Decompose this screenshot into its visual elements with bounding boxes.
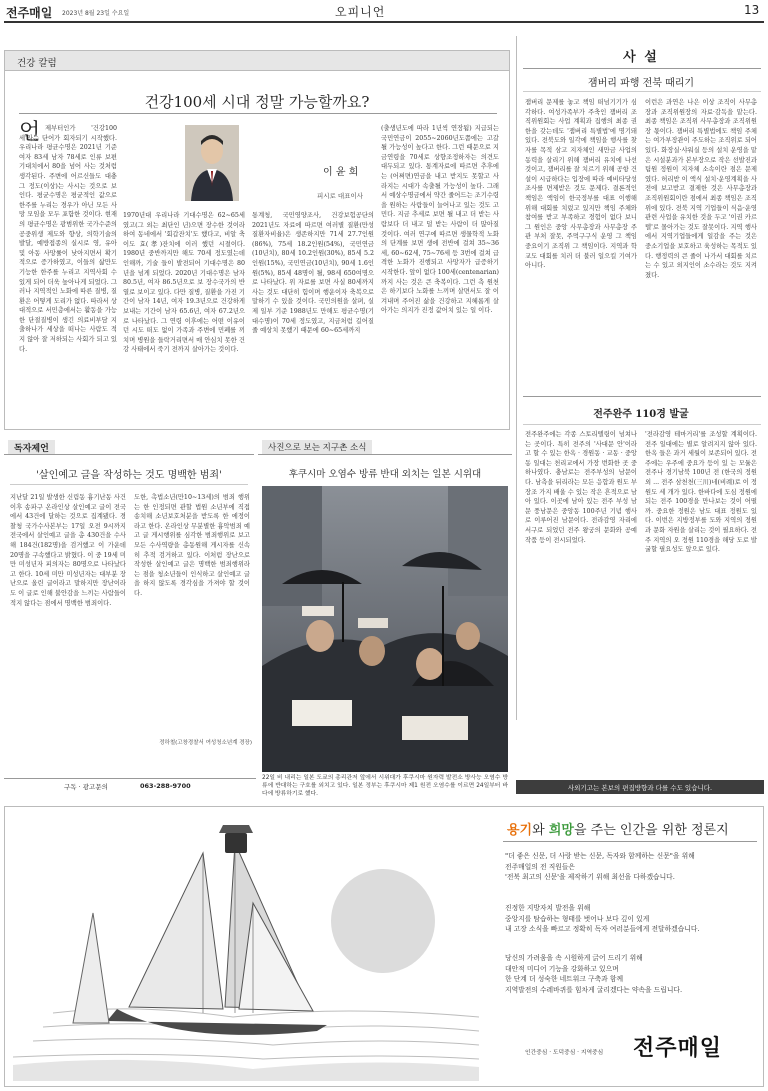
- health-col2: 1970년대 우리나라 기대수명은 62~65세였고(그 외는 최단인 년)으면 장수한 것이라 하여 동네에서 '회갑잔치'도 했다고, 비알 축이도 효(孝)잔치에 이러 했던 시절이다. 1980년 중반까지만 해도 70세 정도였는데 인해까, 기술 들이 발전되어 기대수명은 80년을 넘게 되었다. 2020년 기대수명은 남자 80.5년, 여자 86.5년으로 보 장수국가의 반열로 보이고 있다. 다만 질병, 질환을 가진 기간이 남자 14년, 여자 19.3년으로 건강하게 보내는 기간이 남자 65.6년, 여자 67.2년으로 나타났다. 그 연령 이후에는 어떤 이유이던 시도 떠도 없이 가족과 주변에 민폐를 끼치며 병원을 들락거리면서 매 안심치 못한 건강 사태에서 죽기 전까지 살아가는 것이다.: [123, 212, 245, 354]
- reader-opinion-title: '살인예고 글을 작성하는 것도 명백한 범죄': [36, 470, 222, 481]
- health-column-label-box: [5, 51, 509, 71]
- editorial-title-2: 전주완주 110경 발굴: [593, 409, 689, 420]
- dropcap: 언: [19, 120, 41, 145]
- ad-para2-line3: 내 고장 소식을 빠르고 정확히 독자 여러분들에게 전달하겠습니다.: [505, 925, 700, 933]
- photo-caption: 22일 비 내리는 일본 도쿄의 총리관저 앞에서 시위대가 후쿠시마 원자력 발전소 방사능 오염수 방류에 반대하는 구호를 외치고 있다. 일본 정부는 후쿠시마 제1 원전 오염수를 이르면 24일부터 바다에 방류하기로 했다.: [262, 775, 508, 798]
- photo-label-rule: [258, 454, 512, 455]
- photo-news-label: 사진으로 보는 지구촌 소식: [262, 440, 372, 454]
- ad-para-3: [505, 953, 682, 995]
- issue-date: 2023년 8월 23일 수요일: [62, 10, 130, 17]
- editorial-label-rule: [523, 68, 761, 69]
- ad-para2-line1: 진정한 지방자치 발전을 위해: [505, 904, 591, 912]
- ad-footer-brand: 전주매일: [633, 1036, 723, 1061]
- photo-news: [258, 436, 512, 800]
- disclaimer-box: [516, 780, 764, 794]
- ad-para3-line4: 지역발전의 수레바퀴를 힘차게 굴리겠다는 약속을 드립니다.: [505, 985, 683, 994]
- editorial-col4: '전라감영 테마거리'를 조성할 계획이다. 전주 일대에는 별로 알려지지 않아 있다. 한옥 들은 과거 세월이 보존되어 있다. 전주에는 우주에 중요가 등이 있 는 모듈은 전주나 경기남북 100년 전 (한국의 정원 외 ... 전주 삼천천(三川)네(비례)로 이 정원도 세 개가 있다. 한바다에 도심 정원에 되는 전주 100경을 만나보는 것이 어떨까. 중요한 정원은 남도 대표 정원도 있다. 이번은 지방정부를 도와 지역의 정원과 문화 자원을 살리는 것이 필요하다. 전주 지역의 오 정원 110경을 해당 도로 발굴할 필요성도 앞으로 있다.: [645, 431, 757, 554]
- health-column: [4, 50, 510, 430]
- reader-byline: 정하철(고창경찰서 여성청소년계 경장): [159, 740, 252, 746]
- ad-para-1: [505, 851, 695, 883]
- page-number: 13: [744, 3, 760, 17]
- ad-headline-courage: 용기: [507, 823, 533, 838]
- ad-headline: [507, 819, 729, 838]
- ad-para2-line2: 중앙지를 탐습하는 형태를 벗어나 보다 깊이 있게: [505, 914, 650, 923]
- section-name: 오피니언: [335, 5, 386, 19]
- editorial-label: 사 설: [623, 50, 659, 65]
- author-photo: [185, 125, 239, 201]
- masthead-small: 전주매일: [6, 6, 53, 20]
- author-portrait-icon: [185, 125, 239, 201]
- reader-opinion-label: 독자제언: [8, 440, 55, 455]
- editorial-separator: [523, 396, 761, 397]
- ad-box: [4, 806, 764, 1087]
- ad-illustration: [13, 813, 479, 1081]
- sailing-ship-sun-icon: [13, 813, 479, 1081]
- ad-headline-rule: [503, 841, 757, 842]
- subscription-bar: [4, 778, 256, 792]
- reader-col2: 도한, 촉법소년(만10~13세)의 범죄 행위는 한 인정되면 관할 법원 소년부에 직접 송치해 소년보호처분을 받도록 한 에정이라고 한다. 온라인상 무분별한 흉악범죄 예고 글 게시행위를 심각한 범죄행위로 보고 모든 수사역량을 총동원해 게시자를 신속히 추적 검거하고 있다. 이처럼 장난으로 작성한 살인예고 글은 명백한 범죄행위라는 점을 청소년들이 인식하고 살인예고 글을 하지 않도록 경각심을 가져야 할 것이다.: [134, 494, 250, 597]
- author-title: 피시로 대표이사: [317, 192, 364, 200]
- ad-footer-tagline: 인간중심 · 도덕중심 · 지역중심: [525, 1050, 604, 1056]
- reader-col1: 지난달 21일 발생한 신림동 흉기난동 사건 이후 송파구 온라인상 살인예고 글이 전국에서 43건에 달하는 것으로 집계됐다. 경찰청 국가수사본부는 17일 오전 9시까지 전국에서 살인예고 글을 총 430건을 수사해 184건(182명)을 검거했고 이 가운데 20명을 구속했다고 밝혔다. 이 중 19세 미만 미성년자 피의자는 80명으로 나타났다고 한다. 10세 미만 미성년자는 대부분 장난으로 올린 글이라고 말하지만 장난이라도 이 글로 인해 불안감을 느끼는 사람들이 적지 않다는 점에서 명백한 범죄이다.: [10, 494, 126, 607]
- reader-label-rule: [4, 454, 254, 455]
- page-header: [0, 0, 768, 22]
- editorial-title-1: 잼버리 파행 전북 때리기: [587, 78, 695, 89]
- subscription-label: 구독 · 광고문의: [64, 783, 108, 791]
- editorial: [516, 36, 764, 720]
- photo-news-title: 후쿠시마 오염수 방류 반대 외치는 일본 시위대: [288, 469, 482, 480]
- editorial-title-rule: [523, 91, 761, 92]
- health-col1: 제부터인가 '건강100세'라는 단어가 회자되기 시작했다. 우리나라 평균수명은 2021년 기준 여자 83세 남자 78세로 인류 보편 기대치에서 80을 넘어 사는 것처럼 생각된다. 주변에 어르신들도 대충 그 정도(이상)는 사시는 것으로 보인다. 평균수명은 평균적인 값으로 한주를 누리는 경우가 아닌 모든 사망 모임을 모두 포함한 것이다. 현재의 평균수명은 광범위한 국가수준의 공중위생 제도와 향상, 의학기술의 발달, 예방접종의 실시로 영, 유아 및 아동 사망률이 낮아지면서 확기적으로 증가하였고, 이들의 삶만도 기능한 한주를 누리고 지역사회 수있게 되어 더욱 높아나게 되었다. 그러나 지역적인 노화에 따른 질병, 질환은 어떻게 도리가 없다. 따라서 상대적으로 서민층에서는 활동을 가능한 단절질병이 생긴 의료비부담 지출하나가 세상을 떠나는 사람도 적지 않아 잘 저하되는 사회가 되고 있다.: [19, 125, 117, 353]
- protest-photo-icon: [262, 486, 508, 772]
- title-underline: [19, 113, 497, 114]
- ad-para3-line3: 한 단계 더 성숙한 네트워크 구축과 함께: [505, 975, 624, 983]
- editorial-col1: 잼버리 문제를 놓고 책임 떠넘기기가 심각하다. 여성가족부가 주축인 잼버리 조직위원회는 사업 계획과 집행의 최종 권한을 갖는데도 '잼버리 특별법'에 명기돼 있다. 전북도와 일각에 책임을 행사를 찾 자를 목적 삼고 지자체인 새만금 사업의 동력을 살리기 위해 잼버리 유치에 나선 것이고, 잼버리를 잘 치르기 위해 공항 건설이 시급하다는 입장에 따라 예비타당성 조사를 면제받은 것도 문제다. 결론적인 책임은 액임이 한국정부를 대표 이행해 위해 대회를 치렀고 있지만 책임 주체와 참여를 받고 부족하고 경험이 없다 보니 그 원인은 중앙 사무총장과 사무총장 주관 부처 잘못, 주먹구구식 운영 그 책임 중요이기 조직위 그 책임이다. 지역과 학교도 대회를 치러 더 불러 일으킬 기여가 아니다.: [525, 99, 637, 270]
- ad-headline-and: 와: [532, 823, 549, 838]
- disclaimer-text: 사외기고는 본보의 편집방향과 다를 수도 있습니다.: [567, 784, 713, 792]
- ad-headline-hope: 희망: [548, 823, 574, 838]
- ad-para1-line1: "더 좋은 신문, 더 사랑 받는 신문, 독자와 함께하는 신문"을 위해: [505, 852, 695, 860]
- ad-para-2: [505, 903, 700, 935]
- editorial-col3: 전주완주에는 각종 스토리텔링이 넘쳐나는 곳이다. 특히 전주의 '사대문 안'이라고 할 수 있는 한옥 · 경원동 · 교동 · 중앙동 일대는 천리교에서 가장 번화한 곳 중 하나였다. 충남로는 전주부성의 남문이다. 남측을 뒤리라는 모든 응합과 원도 부 장조 가지 배울 수 있는 작은 흔적으로 남아 있다. 이곳에 남아 있는 전주 부성 남문 풍남문은 중앙동 100주년 기념 행사로 이루어진 남문이다. 전라감영 자리에 서구로 되었던 전주 왕궁의 문화와 공예 작품 등이 전시되었다.: [525, 431, 637, 544]
- health-col4: (출생년도에 따라 1년씩 연장됨) 지급되는 국민연금이 2055~2060년도쯤에는 고갈될 가능성이 높다고 한다. 그런 때문으로 지금연령을 70세로 상향조정하자는 의견도 대두되고 있다. 통계자료에 따르면 추후에는 (어쩌면)연금을 내고 받지도 못할고 사라지는 시대가 속출될 가능성이 높다. 그래서 예상수명금에서 약간 줄어드는 조기수령을 원하는 사람들이 늘어나고 있는 것도 고민다. 지금 추세로 보면 될 내고 더 받는 사람보다 더 내고 덜 받는 사람이 더 많아질 것이다. 여러 연구에 따르면 생물학적 노화의 단계를 보면 생에 전반에 걸쳐 35~36세, 60~62세, 75~76세 등 3번에 걸쳐 급격한 노화가 진행되고 사망자가 급증하기 시작한다. 앞이 없다 100세(centenarian)까지 사는 것은 큰 축복이다. 그런 측 원천은 하기보다 노화를 느끼며 살면서도 잘 이겨내며 주어진 삶을 건강하고 지혜롭게 살아가는 의지가 진정 값어치 있는 일 이다.: [381, 125, 499, 315]
- reader-opinion: [4, 436, 256, 766]
- ad-para1-line2: 전주매일의 전 직원들은: [505, 862, 575, 871]
- editorial-title2-rule: [523, 424, 761, 425]
- author-name: 이 윤 희: [323, 167, 359, 178]
- ad-para1-line3: '전북 최고의 신문'을 제작하기 위해 최선을 다하겠습니다.: [505, 873, 675, 881]
- news-photo: [262, 486, 508, 772]
- health-col3: 통계청, 국민영양조사, 건강보험공단의 2021년도 자료에 따르면 여러별 질환(만성 질환자비율)은 생존하지만 71세 27.7인원(86%), 75세 18.2인원(54%), 국민연금(10년치), 80세 10.2인원(30%), 85세 5.2인원(15%), 국민연금(10년치), 90세 1.6인원(5%), 85세 48명이 될, 98세 650여명으로 나타났다. 위 자료를 보면 사실 80세까지 사는 것도 대단히 힘이며 행운이자 축복으로 말하기 수 있을 것이다. 국민의원을 살펴, 실제 일부 기준 1988년도 만해도 평균수명(기대수명)이 70세 정도였고, 지금처럼 길어질 줄 예상치 못했기 때문에 60~65세까지: [252, 212, 374, 335]
- ad-para3-line1: 당신의 가려움을 속 시원하게 긁어 드리기 위해: [505, 954, 643, 962]
- subscription-phone[interactable]: 063-288-9700: [140, 782, 191, 790]
- health-column-label: 건강 칼럼: [17, 58, 57, 69]
- health-column-title: 건강100세 시대 정말 가능할까요?: [144, 93, 370, 111]
- ad-para3-line2: 대안적 미디어 기능을 강화하고 있으며: [505, 964, 619, 973]
- reader-title-rule: [10, 484, 248, 485]
- ad-headline-rest: 을 주는 인간을 위한 정론지: [573, 823, 729, 838]
- header-rule: [4, 21, 764, 23]
- editorial-col2: 이런은 과연은 나은 이상 조직이 사무총장과 조직위원장의 자료·감독을 맡는다. 최종 책임은 조직위 사무총장과 조직위원장 몫이다. 잼버리 특별법에도 책임 주체는 여가부장관이 주도하는 조직위로 되어 있다. 화장실·샤워실 등의 설치 운영을 맡은 시설분과가 본부장으로 작은 선발진과 팀원 정원이 지자체 소속이란 점은 문제였다. 허리받 이 액식 설치·운영계획을 사전에 보고받고 결제한 것은 사무총장과 조직위원회이란 점에서 최종 책임은 조직위에 있다. 전북 지역 기업들이 식음·운영 관련 사업을 유치한 것을 두고 '이권 카르텔'로 몰아가는 것도 잘못이다. 지역 행사에서 지역기업들에게 일감을 주는 것은 중소기업을 보호하고 육성하는 목적도 있다. 행정력의 큰 줄이 나가서 대회를 치르는 수 있고 외지인이 소수라는 것도 지켜졌다.: [645, 99, 757, 279]
